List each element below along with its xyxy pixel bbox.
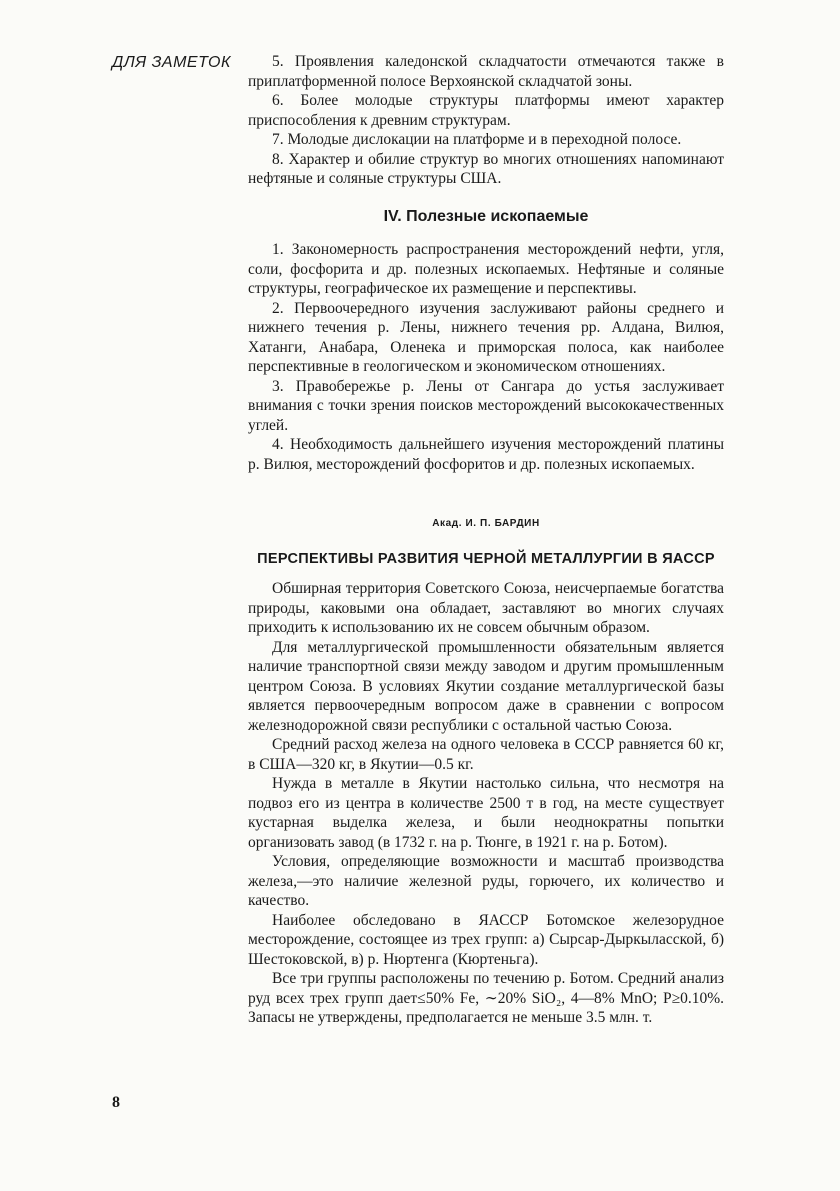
paragraph: 4. Необходимость дальнейшего изучения месторождений платины р. Вилюя, месторождений фосфоритов и др. полезных ископаемых. [248, 436, 724, 473]
article-title: ПЕРСПЕКТИВЫ РАЗВИТИЯ ЧЕРНОЙ МЕТАЛЛУРГИИ В ЯАССР [257, 550, 715, 567]
margin-note: ДЛЯ ЗАМЕТОК [112, 54, 231, 71]
paragraph: 5. Проявления каледонской складчатости отмечаются также в приплатформенной полосе Верхоянской складчатой зоны. [248, 53, 724, 90]
article-author: Акад. И. П. БАРДИН [432, 518, 540, 529]
paragraph: Все три группы расположены по течению р. Ботом. Средний анализ руд всех трех групп дает≤50% Fe, ∼20% SiO₂, 4—8% MnO; P≥0.10%. Запасы не утверждены, предполагается не меньше 3.5 млн. т. [248, 970, 724, 1026]
paragraph: Наиболее обследовано в ЯАССР Ботомское железорудное месторождение, состоящее из трех групп: а) Сырсар-Дыркыласской, б) Шестоковской, в) р. Нюртенга (Кюртеньга). [248, 911, 724, 968]
paragraph: Условия, определяющие возможности и масштаб производства железа,—это наличие железной руды, горючего, их количество и качество. [248, 853, 724, 909]
paragraph: 6. Более молодые структуры платформы имеют характер приспособления к древним структурам. [248, 92, 724, 129]
paragraph: 7. Молодые дислокации на платформе и в переходной полосе. [272, 131, 682, 148]
paragraph: 1. Закономерность распространения месторождений нефти, угля, соли, фосфорита и др. полезных ископаемых. Нефтяные и соляные структуры, географическое их размещение и перспективы. [248, 241, 724, 297]
paragraph: Нужда в металле в Якутии настолько сильна, что несмотря на подвоз его из центра в количестве 2500 т в год, на месте существует кустарная выделка железа, и были неоднократны попытки организовать завод (в 1732 г. на р. Тюнге, в 1921 г. на р. Ботом). [248, 775, 724, 851]
paragraph: 3. Правобережье р. Лены от Сангара до устья заслуживает внимания с точки зрения поисков месторождений высококачественных углей. [248, 377, 724, 434]
page-number: 8 [112, 1094, 120, 1111]
paragraph: Средний расход железа на одного человека в СССР равняется 60 кг, в США—320 кг, в Якутии—0.5 кг. [248, 736, 724, 773]
section-heading: IV. Полезные ископаемые [383, 207, 589, 225]
paragraph: 2. Первоочередного изучения заслуживают районы среднего и нижнего течения р. Лены, нижнего течения рр. Алдана, Вилюя, Хатанги, Анабара, Оленека и приморская полоса, как наиболее перспективные в геологическом и экономическом отношениях. [248, 299, 724, 375]
text-column [248, 52, 724, 1028]
paragraph: 8. Характер и обилие структур во многих отношениях напоминают нефтяные и соляные структуры США. [248, 150, 724, 187]
paragraph: Для металлургической промышленности обязательным является наличие транспортной связи между заводом и другим промышленным центром Союза. В условиях Якутии создание металлургической базы является первоочередным вопросом даже в сравнении с вопросом железнодорожной связи республики с остальной частью Союза. [248, 638, 724, 734]
paragraph: Обширная территория Советского Союза, неисчерпаемые богатства природы, каковыми она обладает, заставляют во многих случаях приходить к использованию их не совсем обычным образом. [248, 580, 724, 636]
